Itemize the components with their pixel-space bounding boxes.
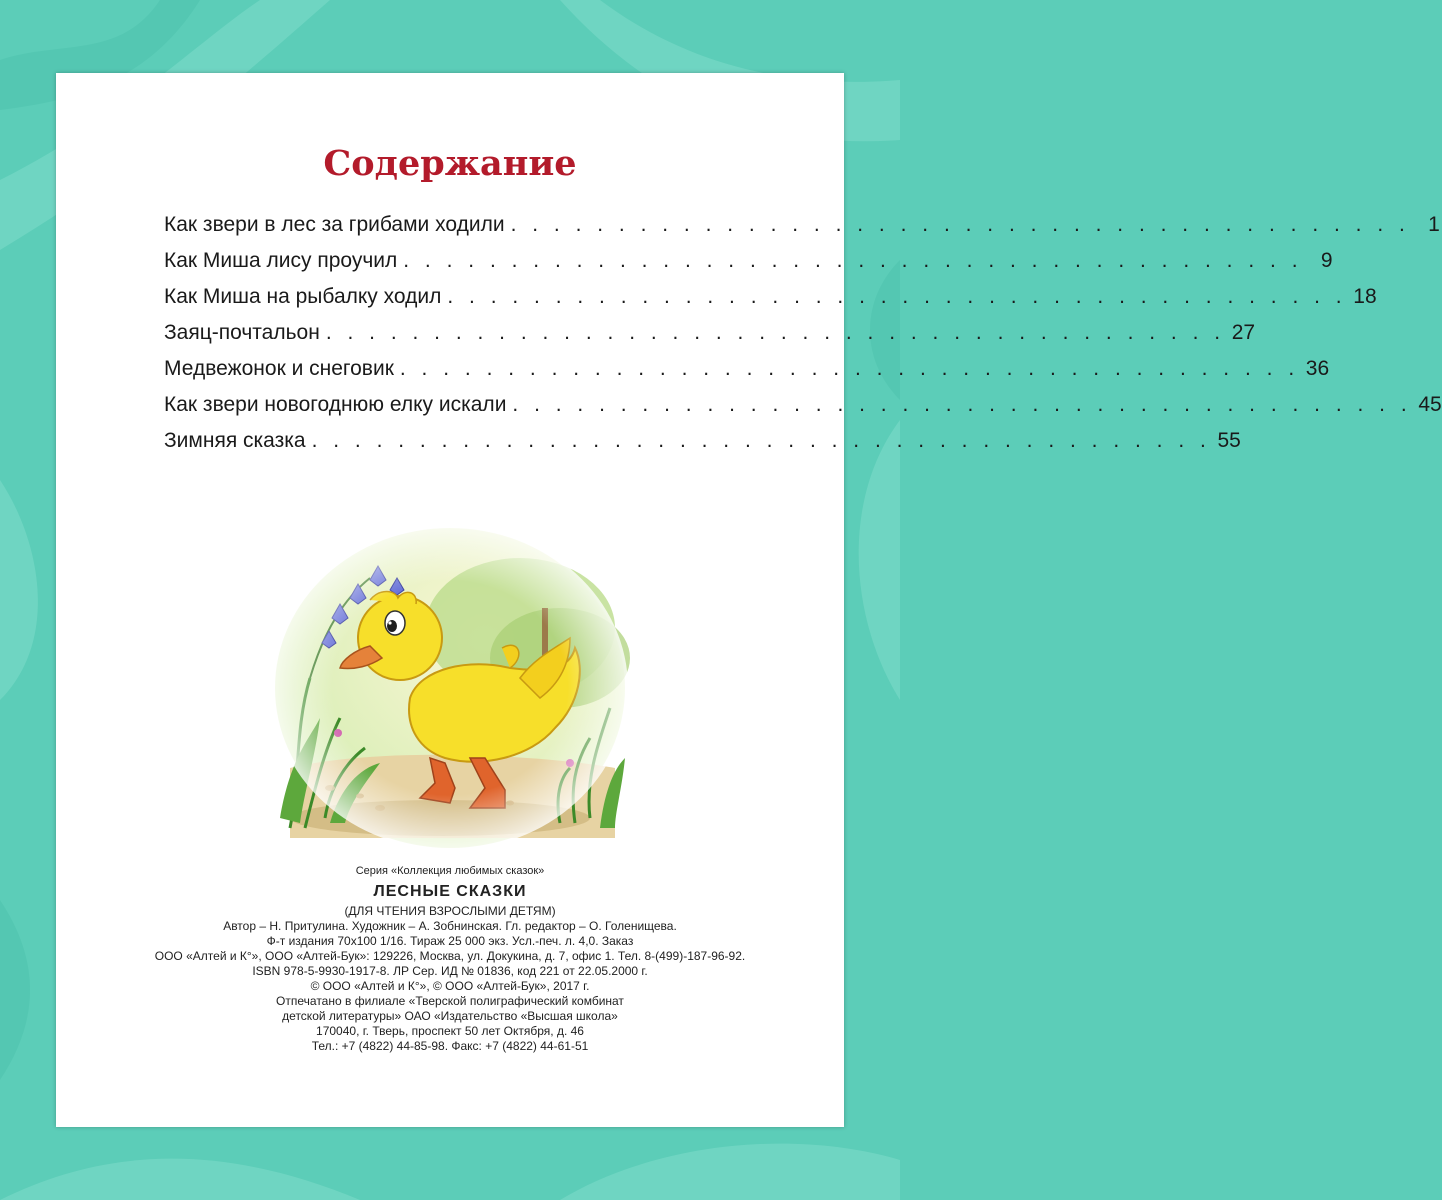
toc-entry-title: Как Миша на рыбалку ходил bbox=[164, 285, 442, 308]
imprint-line: © ООО «Алтей и К°», © ООО «Алтей-Бук», 2017 г. bbox=[310, 979, 590, 993]
toc-leader-dots: . . . . . . . . . . . . . . . . . . . . . . . . . . . . . . . . . . . . . . . . . . bbox=[403, 249, 1303, 272]
imprint-block bbox=[56, 863, 844, 1054]
toc-leader-dots: . . . . . . . . . . . . . . . . . . . . . . . . . . . . . . . . . . . . . . . . . . bbox=[510, 213, 1410, 236]
toc-entry bbox=[164, 393, 1442, 429]
toc-entry-page: 18 bbox=[1353, 285, 1377, 308]
toc-entry-page: 9 bbox=[1320, 249, 1333, 272]
imprint-line: Отпечатано в филиале «Тверской полиграфический комбинат bbox=[276, 994, 624, 1008]
toc-entry-page: 36 bbox=[1305, 357, 1330, 380]
toc-entry-page: 45 bbox=[1418, 393, 1442, 416]
duckling-illustration bbox=[270, 518, 630, 848]
toc-entry-title: Медвежонок и снеговик bbox=[164, 357, 394, 380]
imprint-line: 170040, г. Тверь, проспект 50 лет Октября, д. 46 bbox=[316, 1024, 584, 1038]
book-page bbox=[56, 73, 1442, 1127]
imprint-line: Тел.: +7 (4822) 44-85-98. Факс: +7 (4822) 44-61-51 bbox=[311, 1039, 589, 1053]
toc-leader-dots: . . . . . . . . . . . . . . . . . . . . . . . . . . . . . . . . . . . . . . . . . . bbox=[325, 321, 1226, 344]
imprint-line: Автор – Н. Притулина. Художник – А. Зобнинская. Гл. редактор – О. Голенищева. bbox=[223, 919, 677, 933]
toc-entry-page: 27 bbox=[1231, 321, 1256, 344]
imprint-line: детской литературы» ОАО «Издательство «Высшая школа» bbox=[282, 1009, 618, 1023]
book-subtitle: (ДЛЯ ЧТЕНИЯ ВЗРОСЛЫМИ ДЕТЯМ) bbox=[344, 904, 556, 918]
imprint-line: ISBN 978-5-9930-1917-8. ЛР Сер. ИД № 01836, код 221 от 22.05.2000 г. bbox=[252, 964, 648, 978]
imprint-line: ООО «Алтей и К°», ООО «Алтей-Бук»: 129226, Москва, ул. Докукина, д. 7, офис 1. Тел. 8-(499)-187-96-92. bbox=[154, 949, 746, 963]
toc-entry bbox=[164, 249, 1333, 285]
toc-title: Содержание bbox=[323, 143, 577, 184]
toc-entry bbox=[164, 357, 1330, 393]
toc-entry-title: Заяц-почтальон bbox=[164, 321, 320, 344]
book-title: ЛЕСНЫЕ СКАЗКИ bbox=[373, 883, 527, 900]
toc-entry-title: Как звери в лес за грибами ходили bbox=[164, 213, 505, 236]
toc-entry-title: Как Миша лису проучил bbox=[164, 249, 398, 272]
toc-entry-title: Как звери новогоднюю елку искали bbox=[164, 393, 507, 416]
toc-entry bbox=[164, 213, 1440, 249]
toc-leader-dots: . . . . . . . . . . . . . . . . . . . . . . . . . . . . . . . . . . . . . . . . . . bbox=[399, 357, 1300, 380]
imprint-line: Ф-т издания 70x100 1/16. Тираж 25 000 экз. Усл.-печ. л. 4,0. Заказ bbox=[266, 934, 634, 948]
toc-entry bbox=[164, 321, 1256, 357]
toc-entry-title: Зимняя сказка bbox=[164, 429, 306, 452]
toc-entry bbox=[164, 285, 1377, 321]
toc-entry-page: 1 bbox=[1428, 213, 1440, 236]
toc-leader-dots: . . . . . . . . . . . . . . . . . . . . . . . . . . . . . . . . . . . . . . . . . . bbox=[447, 285, 1347, 308]
toc-leader-dots: . . . . . . . . . . . . . . . . . . . . . . . . . . . . . . . . . . . . . . . . . . bbox=[311, 429, 1211, 452]
toc-entry bbox=[164, 429, 1241, 465]
series-name: Серия «Коллекция любимых сказок» bbox=[355, 865, 545, 877]
toc-entry-page: 55 bbox=[1217, 429, 1241, 452]
toc-leader-dots: . . . . . . . . . . . . . . . . . . . . . . . . . . . . . . . . . . . . . . . . . . bbox=[512, 393, 1412, 416]
table-of-contents bbox=[164, 213, 1442, 465]
